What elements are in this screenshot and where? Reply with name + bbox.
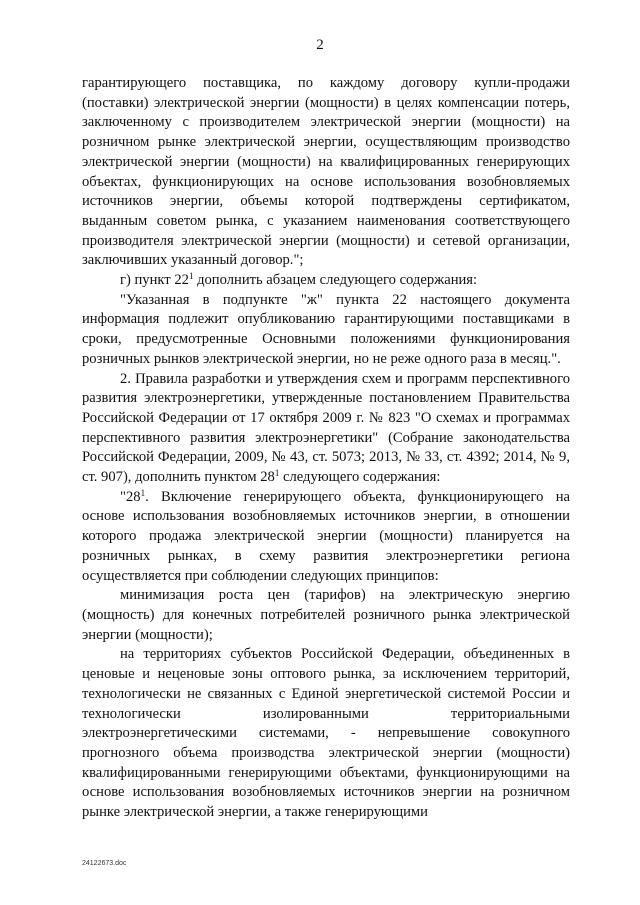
paragraph-text: "28 <box>120 488 141 505</box>
superscript: 1 <box>274 468 280 479</box>
paragraph-text: . Включение генерирующего объекта, функционирующего на основе использования возобновляемых источников энергии, в отношении которого продажа электрической энергии (мощности) планируется на розничных рынках, в схему развития электроэнергетики региона осуществляется при соблюдении следующих принципов: <box>82 488 570 584</box>
paragraph: "Указанная в подпункте "ж" пункта 22 настоящего документа информация подлежит опубликованию гарантирующими поставщиками в сроки, предусмотренные Основными положениями функционирования розничных рынков электрической энергии, но не реже одного раза в месяц.". <box>82 291 570 367</box>
paragraph <box>82 370 570 488</box>
paragraph: на территориях субъектов Российской Федерации, объединенных в ценовые и неценовые зоны оптового рынка, за исключением территорий, технологически не связанных с Единой энергетической системой России и технологически изолированными территориальными электроэнергетическими системами, - непревышение совокупного прогнозного объема производства электрической энергии (мощности) квалифицированными генерирующими объектами, функционирующими на основе использования возобновляемых источников энергии на розничном рынке электрической энергии, а также генерирующими <box>82 646 570 821</box>
file-name-footer: 24122673.doc <box>82 860 127 867</box>
paragraph <box>82 488 570 587</box>
document-body <box>82 74 570 823</box>
superscript: 1 <box>188 271 194 282</box>
paragraph <box>82 271 570 291</box>
paragraph-text: следующего содержания: <box>279 469 441 486</box>
paragraph-text: 2. Правила разработки и утверждения схем и программ перспективного развития электроэнергетики, утвержденные постановлением Правительства Российской Федерации от 17 октября 2009 г. № 823 "О схемах и программах перспективного развития электроэнергетики" (Собрание законодательства Российской Федерации, 2009, № 43, ст. 5073; 2013, № 33, ст. 4392; 2014, № 9, ст. 907), дополнить пунктом 28 <box>82 370 570 486</box>
paragraph-text: дополнить абзацем следующего содержания: <box>193 272 478 289</box>
paragraph: минимизация роста цен (тарифов) на электрическую энергию (мощность) для конечных потребителей розничного рынка электрической энергии (мощности); <box>82 587 570 643</box>
paragraph: гарантирующего поставщика, по каждому договору купли-продажи (поставки) электрической энергии (мощности) в целях компенсации потерь, заключенному с производителем электрической энергии (мощности) на розничном рынке электрической энергии, осуществляющим производство электрической энергии (мощности) на квалифицированных генерирующих объектах, функционирующих на основе использования возобновляемых источников энергии, объемы которой подтверждены сертификатом, выданным советом рынка, с указанием наименования соответствующего производителя электрической энергии (мощности) и сетевой организации, заключивших указанный договор."; <box>82 75 570 269</box>
page-number: 2 <box>316 37 324 53</box>
paragraph-text: г) пункт 22 <box>120 272 189 289</box>
superscript: 1 <box>140 487 146 498</box>
